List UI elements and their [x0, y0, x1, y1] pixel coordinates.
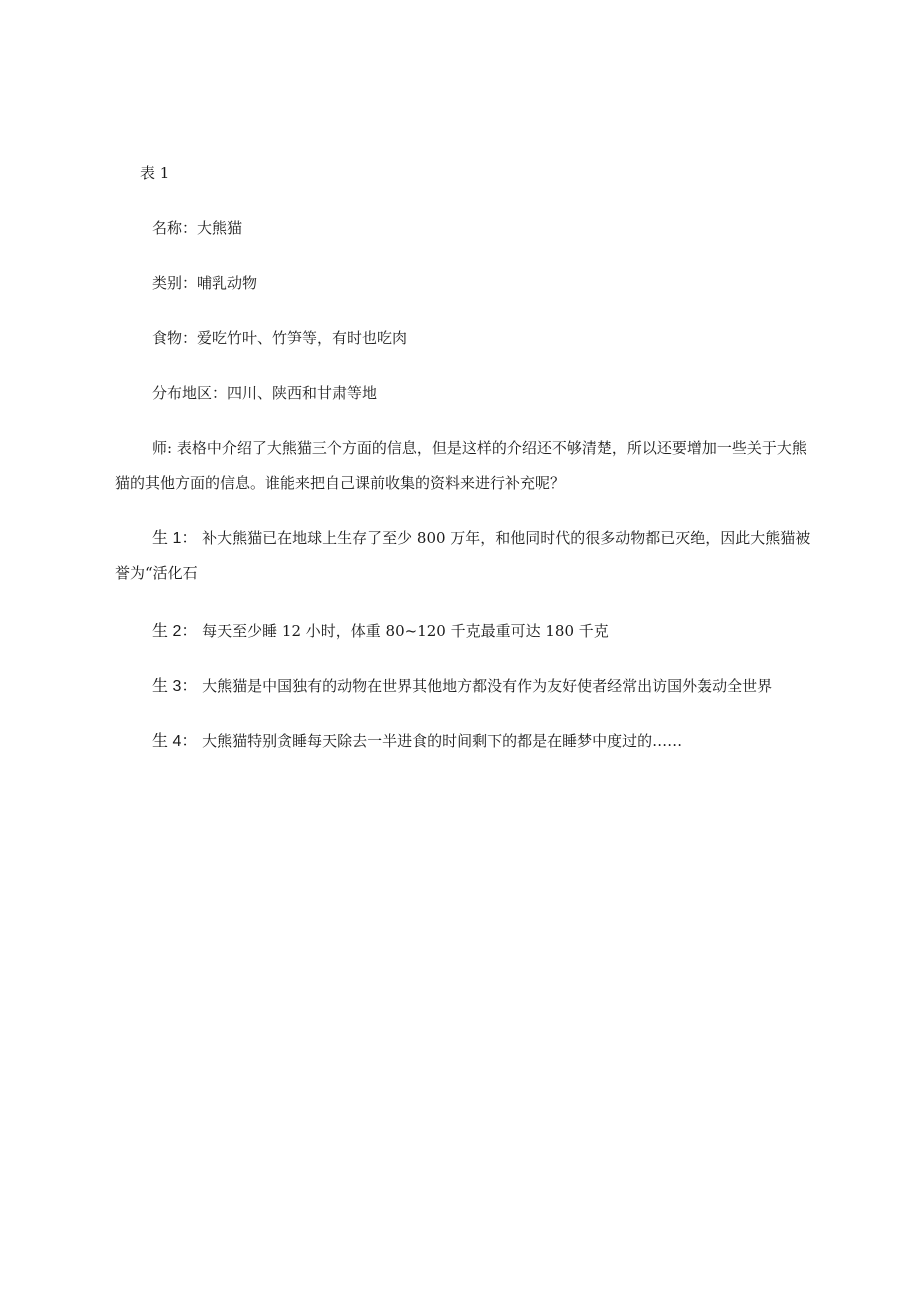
field-value: 爱吃竹叶、竹笋等，有时也吃肉	[197, 329, 408, 347]
speaker-label: 生 2：	[152, 623, 198, 640]
field-label: 食物：	[152, 329, 198, 347]
field-label: 名称：	[152, 219, 198, 237]
field-label: 分布地区：	[152, 384, 228, 402]
paragraph-text: 补大熊猫已在地球上生存了至少 800 万年，和他同时代的很多动物都已灭绝，因此大熊猫被誉为“活化石	[115, 529, 811, 582]
paragraph-text: 大熊猫是中国独有的动物在世界其他地方都没有作为友好使者经常出访国外轰动全世界	[202, 677, 773, 695]
speaker-label: 生 1：	[152, 530, 198, 547]
field-food	[152, 328, 407, 348]
student-2-paragraph	[115, 614, 815, 649]
field-value: 哺乳动物	[197, 274, 258, 292]
field-distribution	[152, 383, 377, 403]
field-label: 类别：	[152, 274, 198, 292]
paragraph-text: 每天至少睡 12 小时，体重 80~120 千克最重可达 180 千克	[202, 622, 609, 640]
paragraph-text: 大熊猫特别贪睡每天除去一半进食的时间剩下的都是在睡梦中度过的……	[202, 732, 683, 750]
student-4-paragraph	[115, 724, 815, 759]
speaker-label: 生 4：	[152, 733, 198, 750]
field-value: 四川、陕西和甘肃等地	[227, 384, 378, 402]
speaker-label: 师	[152, 439, 168, 457]
field-category	[152, 273, 257, 293]
field-name	[152, 218, 242, 238]
speaker-label: 生 3：	[152, 678, 198, 695]
student-3-paragraph	[115, 669, 815, 704]
teacher-paragraph: 师: 表格中介绍了大熊猫三个方面的信息，但是这样的介绍还不够清楚，所以还要增加一些关于大熊猫的其他方面的信息。谁能来把自己课前收集的资料来进行补充呢？	[115, 439, 807, 492]
student-1-paragraph	[115, 521, 815, 591]
paragraph-text: 表格中介绍了大熊猫三个方面的信息，但是这样的介绍还不够清楚，所以还要增加一些关于大熊猫的其他方面的信息。谁能来把自己课前收集的资料来进行补充呢？	[115, 439, 807, 492]
table-caption: 表 1	[140, 164, 170, 182]
field-value: 大熊猫	[197, 219, 243, 237]
